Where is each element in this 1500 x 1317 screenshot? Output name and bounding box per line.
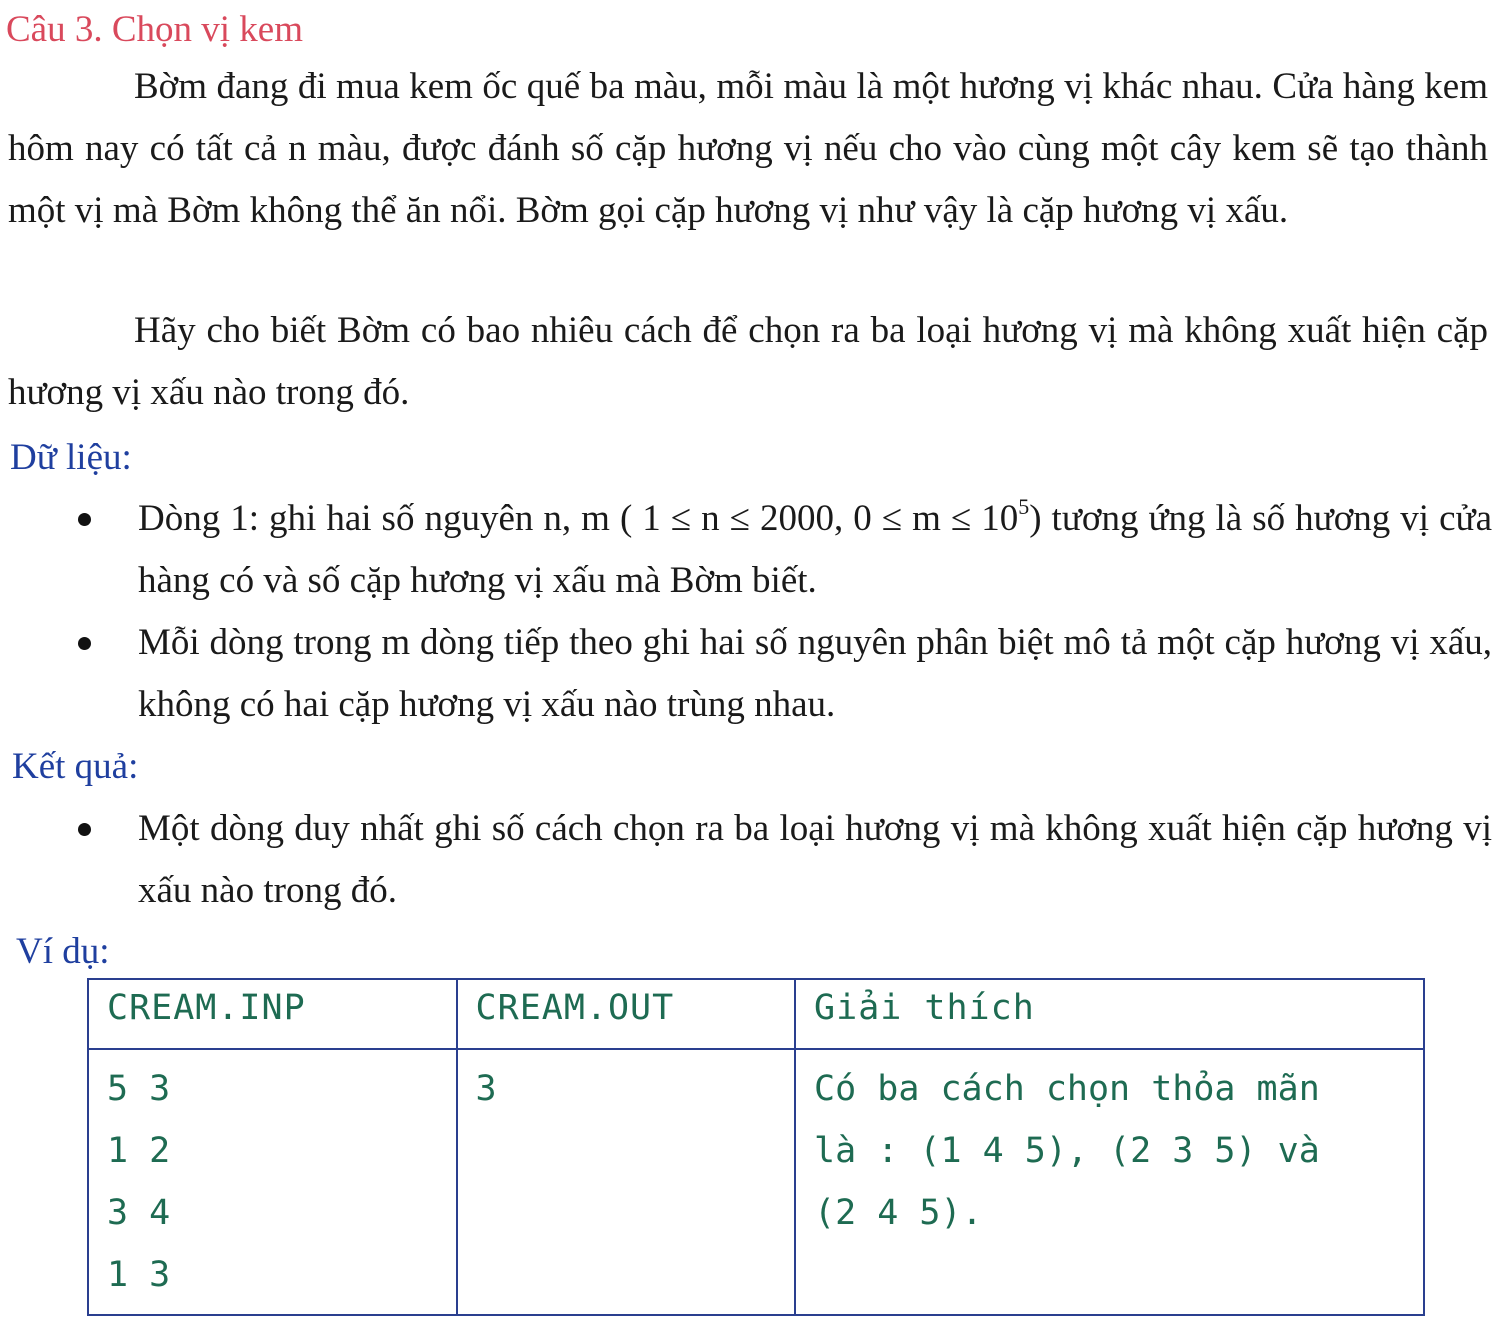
input-line: 5 3	[107, 1069, 171, 1109]
bullet-dot-icon	[78, 513, 91, 526]
input-bullet-2: Mỗi dòng trong m dòng tiếp theo ghi hai số nguyên phân biệt mô tả một cặp hương vị xấu, không có hai cặp hương vị xấu nào trùng nhau.	[0, 612, 1500, 736]
example-heading: Ví dụ:	[16, 931, 110, 972]
output-heading: Kết quả:	[12, 746, 139, 787]
output-bullet-list	[0, 798, 1500, 922]
input-bullet-list	[0, 488, 1500, 736]
bullet-dot-icon	[78, 637, 91, 650]
statement-paragraph-2: Hãy cho biết Bờm có bao nhiêu cách để chọn ra ba loại hương vị mà không xuất hiện cặp hương vị xấu nào trong đó.	[8, 310, 1488, 413]
output-cell	[457, 1049, 796, 1315]
explanation-line: Có ba cách chọn thỏa mãn	[814, 1069, 1320, 1109]
problem-title: Câu 3. Chọn vị kem	[6, 9, 304, 50]
output-line: 3	[475, 1069, 497, 1109]
input-line: 1 3	[107, 1255, 171, 1295]
input-bullet-1: Dòng 1: ghi hai số nguyên n, m ( 1 ≤ n ≤ 2000, $0 \le m \le 10^5$) tương ứng là số hương vị cửa hàng có và số cặp hương vị xấu mà Bờm biết.	[0, 488, 1500, 612]
example-table	[87, 978, 1425, 1316]
header-output-file: CREAM.OUT	[457, 979, 796, 1049]
header-explanation: Giải thích	[795, 979, 1424, 1049]
header-input-file: CREAM.INP	[88, 979, 457, 1049]
statement-paragraph-1: Bờm đang đi mua kem ốc quế ba màu, mỗi màu là một hương vị khác nhau. Cửa hàng kem hôm nay có tất cả n màu, được đánh số cặp hương vị nếu cho vào cùng một cây kem sẽ tạo thành một vị mà Bờm không thể ăn nổi. Bờm gọi cặp hương vị như vậy là cặp hương vị xấu.	[8, 66, 1488, 231]
output-bullet-1: Một dòng duy nhất ghi số cách chọn ra ba loại hương vị mà không xuất hiện cặp hương vị xấu nào trong đó.	[0, 798, 1500, 922]
explanation-line: (2 4 5).	[814, 1193, 983, 1233]
example-table-header-row	[88, 979, 1424, 1049]
input-heading: Dữ liệu:	[10, 437, 132, 478]
explanation-line: là : (1 4 5), (2 3 5) và	[814, 1131, 1320, 1171]
explanation-cell	[795, 1049, 1424, 1315]
example-table-row	[88, 1049, 1424, 1315]
input-line: 3 4	[107, 1193, 171, 1233]
input-cell	[88, 1049, 457, 1315]
bullet-dot-icon	[78, 823, 91, 836]
input-line: 1 2	[107, 1131, 171, 1171]
